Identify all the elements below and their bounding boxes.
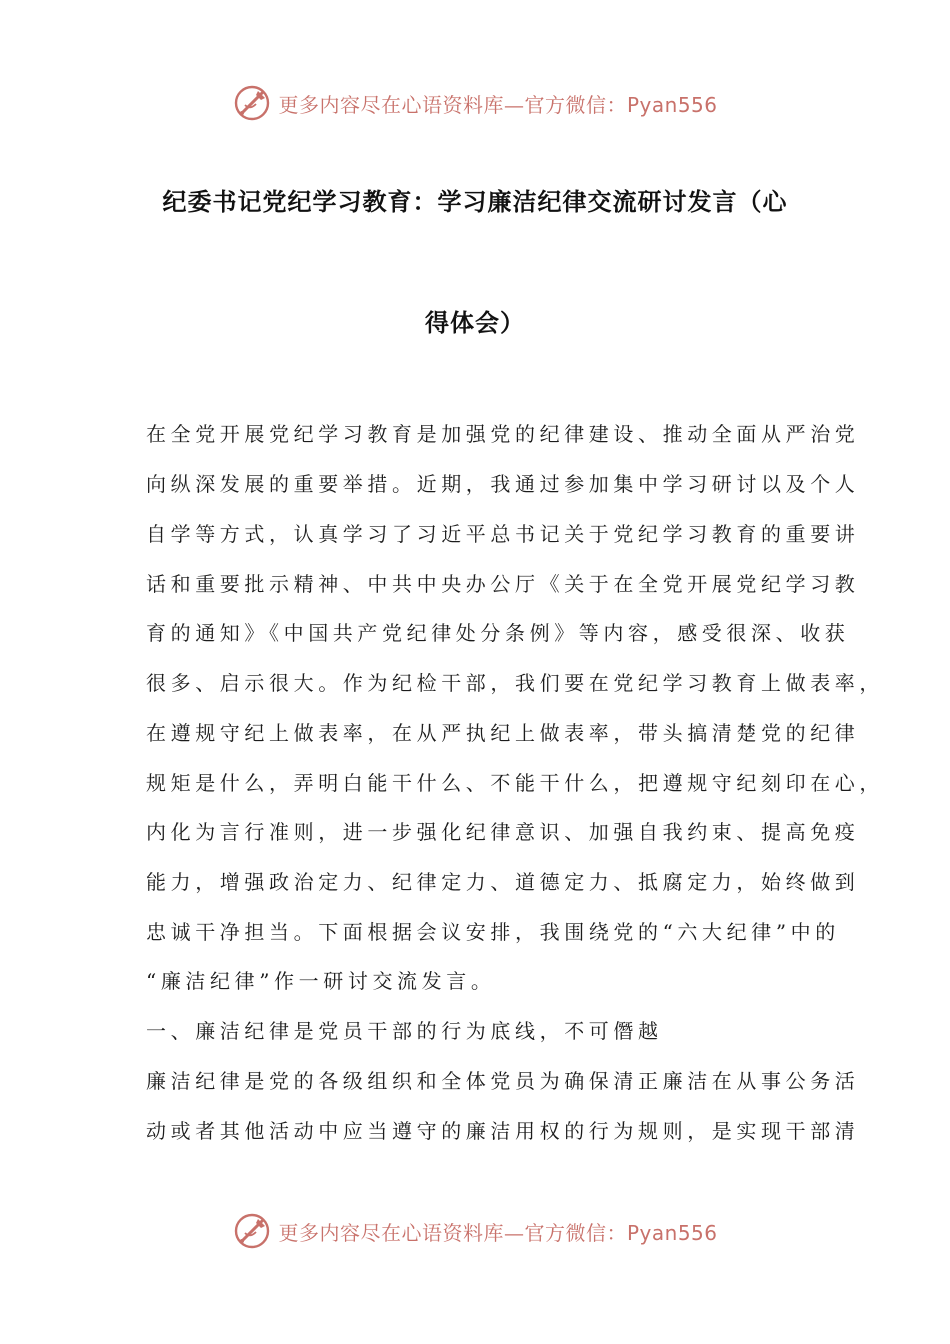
body-line: 能力，增强政治定力、纪律定力、道德定力、抵腐定力，始终做到 <box>146 870 860 894</box>
body-line: 自学等方式，认真学习了习近平总书记关于党纪学习教育的重要讲 <box>146 522 860 546</box>
body-line: 在全党开展党纪学习教育是加强党的纪律建设、推动全面从严治党 <box>146 422 860 446</box>
body-line: 育的通知》《中国共产党纪律处分条例》等内容，感受很深、收获 <box>146 621 850 645</box>
header-watermark-banner <box>0 81 950 125</box>
body-line: 很多、启示很大。作为纪检干部，我们要在党纪学习教育上做表率， <box>146 671 884 695</box>
body-line: “廉洁纪律”作一研讨交流发言。 <box>146 969 496 993</box>
body-line: 内化为言行准则，进一步强化纪律意识、加强自我约束、提高免疫 <box>146 820 860 844</box>
pen-logo-icon <box>232 83 272 123</box>
body-line: 动或者其他活动中应当遵守的廉洁用权的行为规则，是实现干部清 <box>146 1119 860 1143</box>
body-line: 廉洁纪律是党的各级组织和全体党员为确保清正廉洁在从事公务活 <box>146 1069 860 1093</box>
body-line: 在遵规守纪上做表率，在从严执纪上做表率，带头搞清楚党的纪律 <box>146 721 860 745</box>
section-heading: 一、廉洁纪律是党员干部的行为底线，不可僭越 <box>146 1019 663 1043</box>
document-title-line-2: 得体会） <box>425 309 525 337</box>
footer-watermark-banner <box>0 1209 950 1253</box>
watermark-text <box>278 1217 717 1246</box>
watermark-label: 更多内容尽在心语资料库—官方微信： <box>278 92 627 117</box>
watermark-text <box>278 89 717 118</box>
body-line: 规矩是什么，弄明白能干什么、不能干什么，把遵规守纪刻印在心， <box>146 771 884 795</box>
wechat-handle: Pyan556 <box>626 92 718 117</box>
body-line: 忠诚干净担当。下面根据会议安排，我围绕党的“六大纪律”中的 <box>146 920 840 944</box>
pen-logo-icon <box>232 1211 272 1251</box>
document-title-line-1: 纪委书记党纪学习教育：学习廉洁纪律交流研讨发言（心 <box>162 188 788 216</box>
body-line: 话和重要批示精神、中共中央办公厅《关于在全党开展党纪学习教 <box>146 572 860 596</box>
body-line: 向纵深发展的重要举措。近期，我通过参加集中学习研讨以及个人 <box>146 472 860 496</box>
wechat-handle: Pyan556 <box>626 1220 718 1245</box>
watermark-label: 更多内容尽在心语资料库—官方微信： <box>278 1220 627 1245</box>
